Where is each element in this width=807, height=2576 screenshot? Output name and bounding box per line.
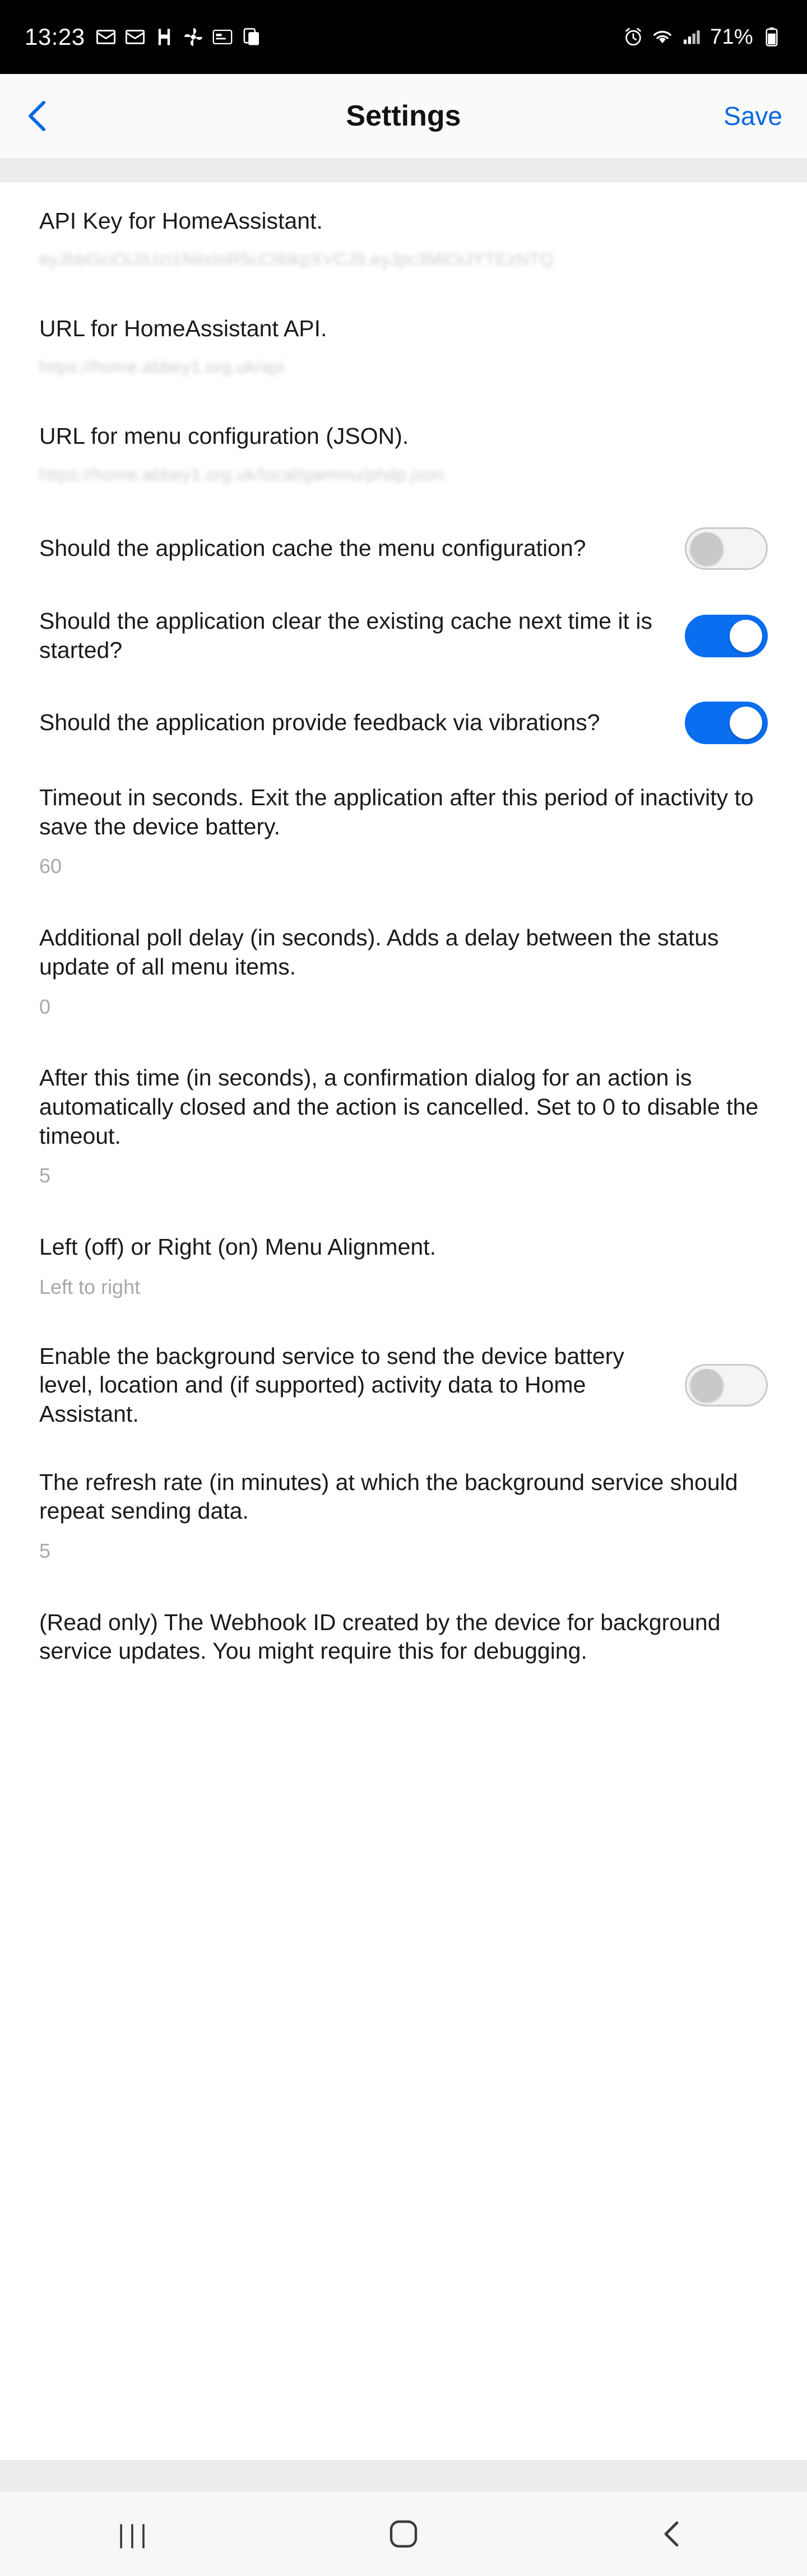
setting-title: Should the application cache the menu configuration? — [39, 535, 586, 561]
setting-value: 5 — [39, 1539, 51, 1562]
background-service-toggle[interactable] — [685, 1364, 768, 1407]
setting-background-service[interactable] — [0, 1320, 807, 1444]
setting-title: Left (off) or Right (on) Menu Alignment. — [39, 1234, 436, 1260]
settings-list — [0, 182, 807, 2460]
vibration-feedback-toggle[interactable] — [685, 702, 768, 744]
row-text — [39, 314, 768, 378]
alarm-icon — [623, 26, 644, 48]
setting-title: API Key for HomeAssistant. — [39, 208, 323, 234]
setting-value: Left to right — [39, 1275, 141, 1298]
setting-value: 60 — [39, 855, 62, 878]
toggle-knob — [690, 1369, 723, 1401]
section-divider — [0, 158, 807, 182]
back-button[interactable] — [25, 96, 64, 136]
setting-title: Enable the background service to send the device battery level, location and (if supported) activity data to Home Assistant. — [39, 1343, 624, 1427]
habitica-icon — [154, 26, 175, 48]
toggle-knob — [690, 532, 723, 565]
status-time: 13:23 — [25, 24, 85, 50]
setting-cache-menu-config[interactable] — [0, 505, 807, 584]
setting-vibration-feedback[interactable] — [0, 679, 807, 759]
setting-additional-poll-delay[interactable] — [0, 899, 807, 1039]
row-text — [39, 783, 768, 880]
save-button[interactable]: Save — [723, 101, 782, 131]
setting-value: eyJhbGciOiJIUzI1NiIsInR5cCI6IkpXVCJ9.eyJpc3MiOiJYTEzNTQ — [39, 249, 554, 269]
status-bar-left — [25, 24, 262, 50]
setting-refresh-rate[interactable] — [0, 1444, 807, 1584]
toggle-knob — [730, 707, 762, 739]
setting-title: Should the application provide feedback via vibrations? — [39, 709, 600, 736]
clear-existing-cache-toggle[interactable] — [685, 615, 768, 657]
app-bar — [0, 74, 807, 158]
setting-title: (Read only) The Webhook ID created by the device for background service updates. You might require this for debugging. — [39, 1609, 721, 1664]
pinwheel-icon — [183, 26, 204, 48]
cache-menu-config-toggle[interactable] — [685, 527, 768, 570]
battery-percent: 71% — [710, 25, 753, 49]
gmail-icon — [124, 26, 146, 48]
row-text — [39, 607, 665, 665]
row-text — [39, 1342, 665, 1429]
row-text — [39, 708, 665, 737]
setting-title: After this time (in seconds), a confirmation dialog for an action is automatically closed and the action is cancelled. Set to 0 to disable the timeout. — [39, 1065, 759, 1149]
setting-title: Timeout in seconds. Exit the application after this period of inactivity to save the device battery. — [39, 785, 754, 839]
setting-value: https://home.abbey1.org.uk/local/gammu/phdp.json — [39, 464, 444, 484]
row-text — [39, 1608, 768, 1666]
status-bar-right — [623, 25, 782, 49]
home-button[interactable] — [364, 2506, 443, 2562]
back-icon — [660, 2519, 685, 2549]
setting-title: Additional poll delay (in seconds). Adds a delay between the status update of all menu items. — [39, 925, 719, 980]
page-title: Settings — [346, 100, 461, 132]
setting-title: Should the application clear the existing cache next time it is started? — [39, 607, 652, 663]
setting-confirmation-dialog-timeout[interactable] — [0, 1039, 807, 1208]
card-icon — [212, 26, 233, 48]
setting-menu-config-url[interactable] — [0, 397, 807, 505]
setting-menu-alignment[interactable] — [0, 1208, 807, 1319]
setting-value: https://home.abbey1.org.uk/api — [39, 356, 285, 377]
home-icon — [389, 2519, 418, 2549]
toggle-knob — [730, 620, 762, 652]
setting-title: URL for menu configuration (JSON). — [39, 423, 409, 449]
bottom-spacer — [0, 2460, 807, 2492]
gmail-icon — [95, 26, 117, 48]
signal-icon — [681, 26, 702, 48]
setting-api-key[interactable] — [0, 182, 807, 290]
row-text — [39, 1233, 768, 1300]
android-nav-bar — [0, 2492, 807, 2576]
status-notification-icons — [95, 26, 262, 48]
nav-back-button[interactable] — [633, 2506, 712, 2562]
row-text — [39, 422, 768, 486]
app-icon — [241, 26, 262, 48]
wifi-icon — [652, 26, 673, 48]
status-bar — [0, 0, 807, 74]
chevron-left-icon — [25, 99, 49, 133]
setting-value: 0 — [39, 995, 51, 1018]
setting-title: The refresh rate (in minutes) at which the background service should repeat sending data. — [39, 1469, 738, 1524]
row-text — [39, 207, 768, 271]
setting-clear-existing-cache[interactable] — [0, 584, 807, 679]
battery-icon — [761, 26, 782, 48]
row-text — [39, 923, 768, 1020]
setting-title: URL for HomeAssistant API. — [39, 315, 327, 341]
setting-inactivity-timeout[interactable] — [0, 759, 807, 899]
setting-value: 5 — [39, 1164, 51, 1187]
row-text — [39, 1468, 768, 1565]
row-text — [39, 534, 665, 563]
row-text — [39, 1064, 768, 1189]
setting-webhook-id[interactable] — [0, 1584, 807, 1685]
recents-button[interactable]: ||| — [118, 2519, 151, 2549]
setting-api-url[interactable] — [0, 290, 807, 397]
